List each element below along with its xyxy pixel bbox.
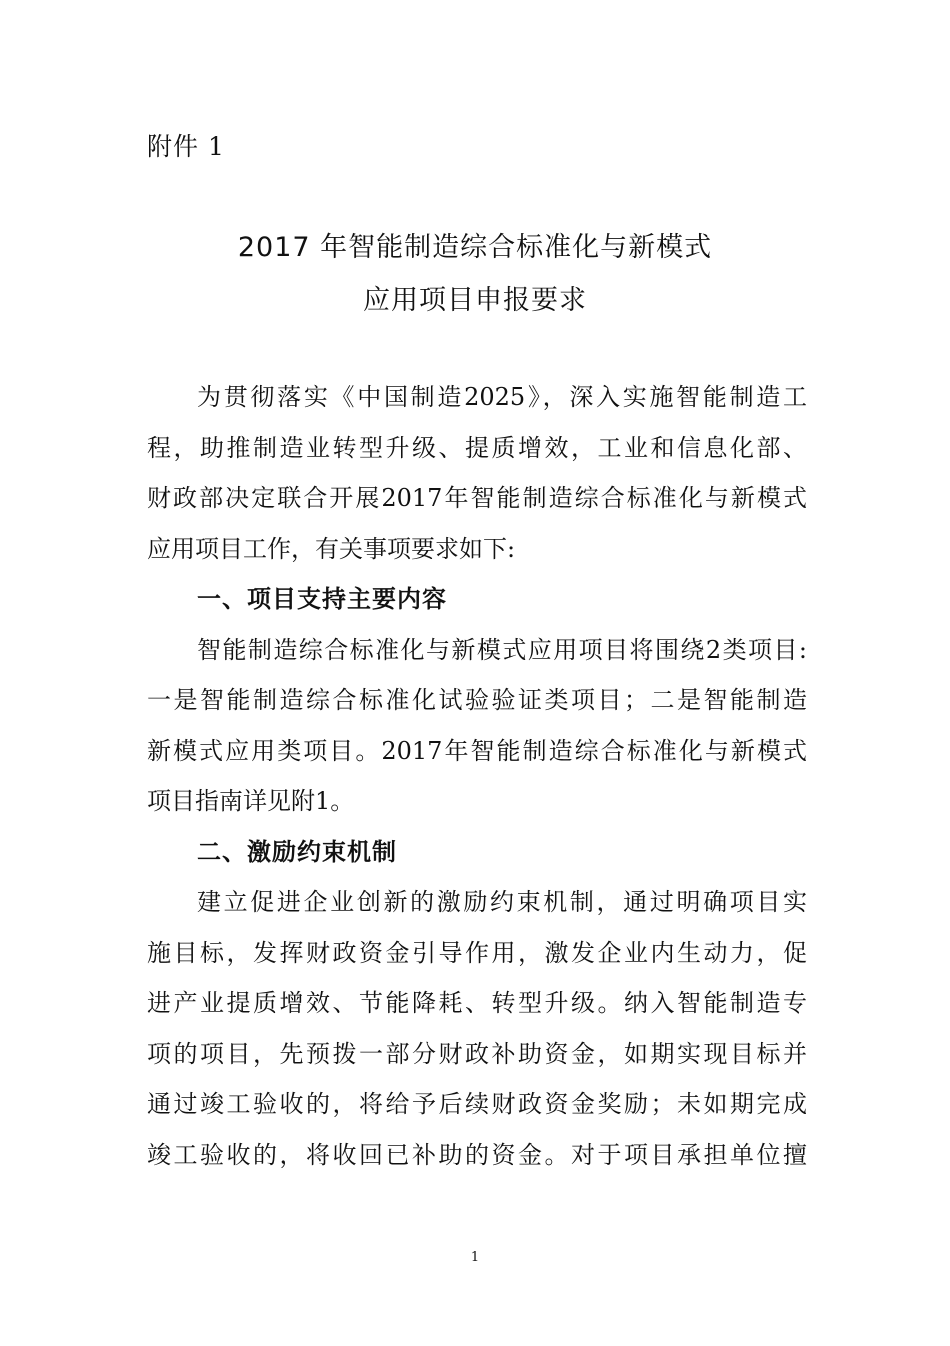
- document-title-line-1: 2017 年智能制造综合标准化与新模式: [237, 232, 713, 263]
- document-body: [147, 380, 807, 1188]
- section2-line: 竣工验收的，将收回已补助的资金。对于项目承担单位擅: [147, 1140, 807, 1169]
- section-heading-2: 二、激励约束机制: [197, 837, 397, 866]
- page-number: 1: [470, 1250, 480, 1265]
- section1-line: 项目指南详见附1。: [147, 787, 355, 815]
- section2-line: 进产业提质增效、节能降耗、转型升级。纳入智能制造专: [147, 989, 807, 1017]
- section1-line: 一是智能制造综合标准化试验验证类项目；二是智能制造: [147, 686, 807, 714]
- attachment-label: 附件 1: [147, 132, 225, 161]
- section1-line: 新模式应用类项目。2017年智能制造综合标准化与新模式: [147, 736, 807, 765]
- section2-line: 建立促进企业创新的激励约束机制，通过明确项目实: [197, 888, 807, 916]
- section1-line: 智能制造综合标准化与新模式应用项目将围绕2类项目:: [197, 635, 807, 664]
- section2-line: 项的项目，先预拨一部分财政补助资金，如期实现目标并: [147, 1039, 807, 1068]
- section2-line: 施目标，发挥财政资金引导作用，激发企业内生动力，促: [147, 938, 807, 967]
- section2-line: 通过竣工验收的，将给予后续财政资金奖励；未如期完成: [147, 1090, 807, 1118]
- intro-line: 应用项目工作，有关事项要求如下:: [147, 534, 516, 563]
- section-heading-1: 一、项目支持主要内容: [197, 585, 447, 613]
- intro-line: 程，助推制造业转型升级、提质增效，工业和信息化部、: [147, 433, 807, 462]
- document-title-line-2: 应用项目申报要求: [363, 285, 587, 316]
- intro-line: 财政部决定联合开展2017年智能制造综合标准化与新模式: [147, 484, 807, 512]
- intro-line: 为贯彻落实《中国制造2025》，深入实施智能制造工: [197, 383, 807, 411]
